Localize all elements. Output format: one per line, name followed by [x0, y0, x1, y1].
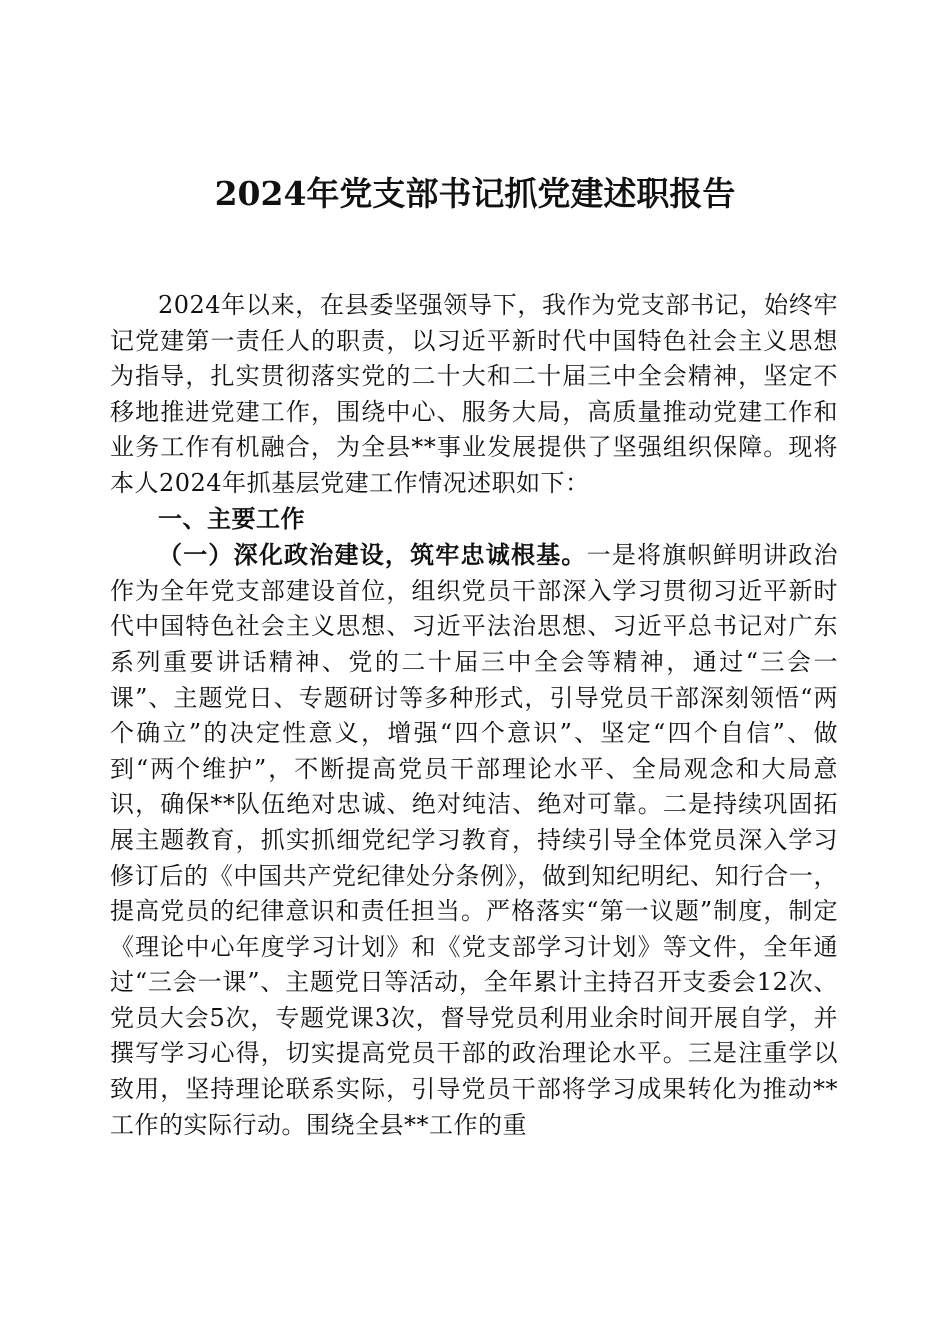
subsection-paragraph [110, 537, 838, 1143]
document-body [110, 288, 838, 1143]
intro-paragraph: 2024年以来，在县委坚强领导下，我作为党支部书记，始终牢记党建第一责任人的职责，以习近平新时代中国特色社会主义思想为指导，扎实贯彻落实党的二十大和二十届三中全会精神，坚定不移地推进党建工作，围绕中心、服务大局，高质量推动党建工作和业务工作有机融合，为全县**事业发展提供了坚强组织保障。现将本人2024年抓基层党建工作情况述职如下： [110, 291, 838, 497]
section-heading-main-work: 一、主要工作 [158, 504, 305, 533]
subsection-body: 一是将旗帜鲜明讲政治作为全年党支部建设首位，组织党员干部深入学习贯彻习近平新时代中国特色社会主义思想、习近平法治思想、习近平总书记对广东系列重要讲话精神、党的二十届三中全会等精神，通过“三会一课”、主题党日、专题研讨等多种形式，引导党员干部深刻领悟“两个确立”的决定性意义，增强“四个意识”、坚定“四个自信”、做到“两个维护”，不断提高党员干部理论水平、全局观念和大局意识，确保**队伍绝对忠诚、绝对纯洁、绝对可靠。二是持续巩固拓展主题教育，抓实抓细党纪学习教育，持续引导全体党员深入学习修订后的《中国共产党纪律处分条例》，做到知纪明纪、知行合一，提高党员的纪律意识和责任担当。严格落实“第一议题”制度，制定《理论中心年度学习计划》和《党支部学习计划》等文件，全年通过“三会一课”、主题党日等活动，全年累计主持召开支委会12次、党员大会5次，专题党课3次，督导党员利用业余时间开展自学，并撰写学习心得，切实提高党员干部的政治理论水平。三是注重学以致用，坚持理论联系实际，引导党员干部将学习成果转化为推动**工作的实际行动。围绕全县**工作的重 [110, 541, 839, 1139]
document-title: 2024年党支部书记抓党建述职报告 [214, 174, 736, 213]
subsection-heading-political: （一）深化政治建设，筑牢忠诚根基。 [158, 540, 587, 570]
